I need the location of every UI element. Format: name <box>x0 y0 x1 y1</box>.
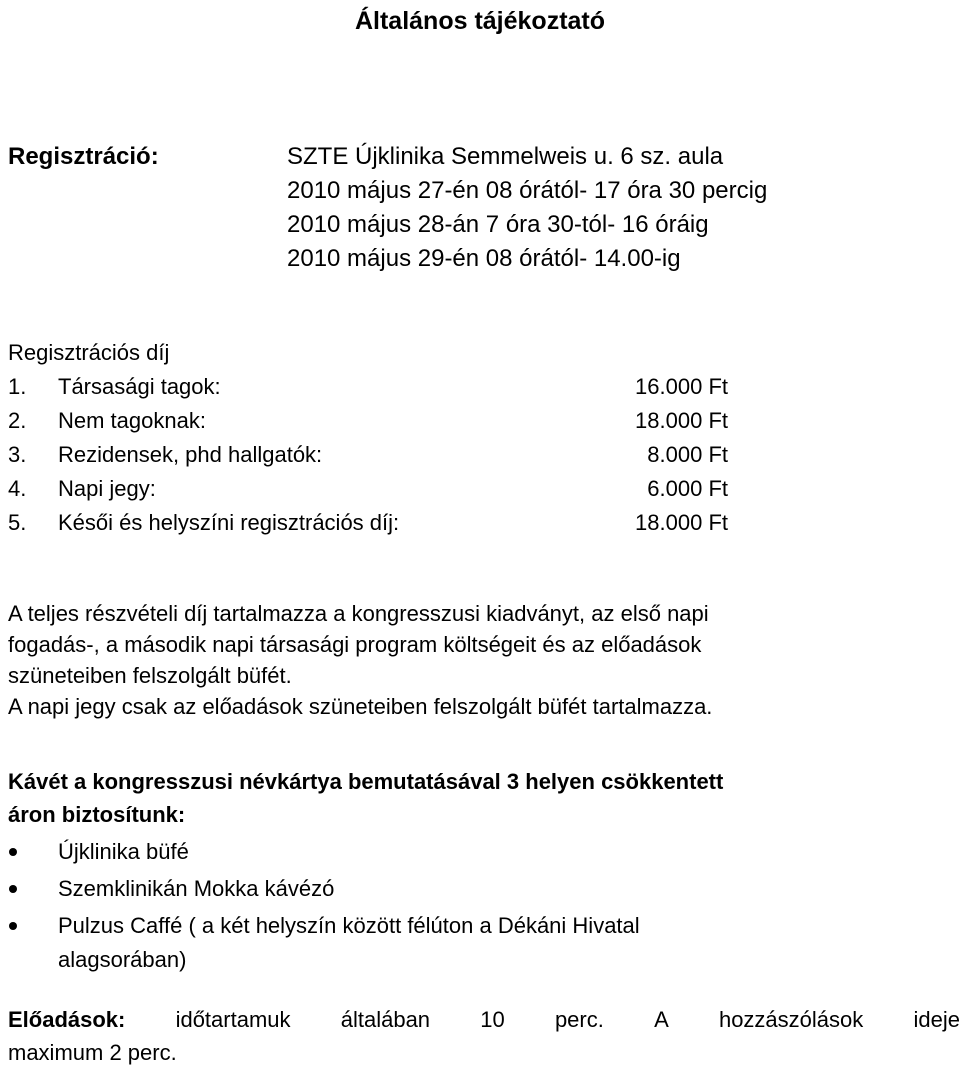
registration-details <box>287 140 767 276</box>
fee-section-title: Regisztrációs díj <box>8 340 170 365</box>
lectures-line <box>8 1003 960 1036</box>
registration-label: Regisztráció: <box>8 143 159 170</box>
participation-paragraph <box>8 598 952 722</box>
fee-name: Társasági tagok: <box>58 374 221 399</box>
list-item <box>0 835 960 869</box>
coffee-intro <box>8 765 952 831</box>
list-item-text: alagsorában) <box>58 947 187 972</box>
lectures-line: maximum 2 perc. <box>8 1040 177 1065</box>
bullet-icon <box>9 922 17 930</box>
paragraph-line: A napi jegy csak az előadások szüneteiben felszolgált büfét tartalmazza. <box>8 694 713 719</box>
lectures-word: hozzászólások <box>718 1007 864 1032</box>
fee-number: 3. <box>8 442 27 467</box>
lectures-paragraph <box>8 1003 960 1069</box>
lectures-word: 10 <box>480 1007 505 1032</box>
lectures-word: általában <box>340 1007 431 1032</box>
fee-row <box>8 506 728 540</box>
bullet-icon <box>9 848 17 856</box>
paragraph-line: fogadás-, a második napi társasági program költségeit és az előadások <box>8 632 702 657</box>
fee-name: Késői és helyszíni regisztrációs díj: <box>58 510 400 535</box>
coffee-location-list <box>0 835 960 977</box>
list-item <box>0 872 960 906</box>
lectures-word: ideje <box>913 1007 960 1032</box>
registration-line: 2010 május 29-én 08 órától- 14.00-ig <box>287 245 681 272</box>
lectures-word: perc. <box>554 1007 604 1032</box>
list-item-text: Szemklinikán Mokka kávézó <box>58 876 335 901</box>
fee-list <box>8 370 728 540</box>
fee-number: 1. <box>8 374 27 399</box>
registration-line: 2010 május 28-án 7 óra 30-tól- 16 óráig <box>287 211 709 238</box>
lectures-label: Előadások: <box>8 1007 126 1032</box>
registration-line: 2010 május 27-én 08 órától- 17 óra 30 percig <box>287 177 768 204</box>
fee-number: 5. <box>8 510 27 535</box>
fee-name: Rezidensek, phd hallgatók: <box>58 442 323 467</box>
list-item-text: Pulzus Caffé ( a két helyszín között félúton a Dékáni Hivatal <box>58 913 640 938</box>
coffee-intro-line: áron biztosítunk: <box>8 802 186 827</box>
lectures-word: időtartamuk <box>175 1007 291 1032</box>
fee-number: 4. <box>8 476 27 501</box>
paragraph-line: A teljes részvételi díj tartalmazza a kongresszusi kiadványt, az első napi <box>8 601 709 626</box>
bullet-icon <box>9 885 17 893</box>
registration-line: SZTE Újklinika Semmelweis u. 6 sz. aula <box>287 143 724 170</box>
paragraph-line: szüneteiben felszolgált büfét. <box>8 663 292 688</box>
coffee-intro-line: Kávét a kongresszusi névkártya bemutatásával 3 helyen csökkentett <box>8 769 724 794</box>
fee-name: Napi jegy: <box>58 476 156 501</box>
fee-price: 16.000 Ft <box>635 374 728 399</box>
list-item <box>0 909 960 977</box>
fee-name: Nem tagoknak: <box>58 408 206 433</box>
fee-row <box>8 404 728 438</box>
fee-row <box>8 370 728 404</box>
fee-price: 8.000 Ft <box>647 442 728 467</box>
fee-price: 18.000 Ft <box>635 408 728 433</box>
fee-row <box>8 438 728 472</box>
list-item-text: Újklinika büfé <box>58 839 189 864</box>
fee-price: 6.000 Ft <box>647 476 728 501</box>
fee-row <box>8 472 728 506</box>
fee-number: 2. <box>8 408 27 433</box>
fee-price: 18.000 Ft <box>635 510 728 535</box>
lectures-word: A <box>654 1007 669 1032</box>
page-title: Általános tájékoztató <box>354 7 606 35</box>
